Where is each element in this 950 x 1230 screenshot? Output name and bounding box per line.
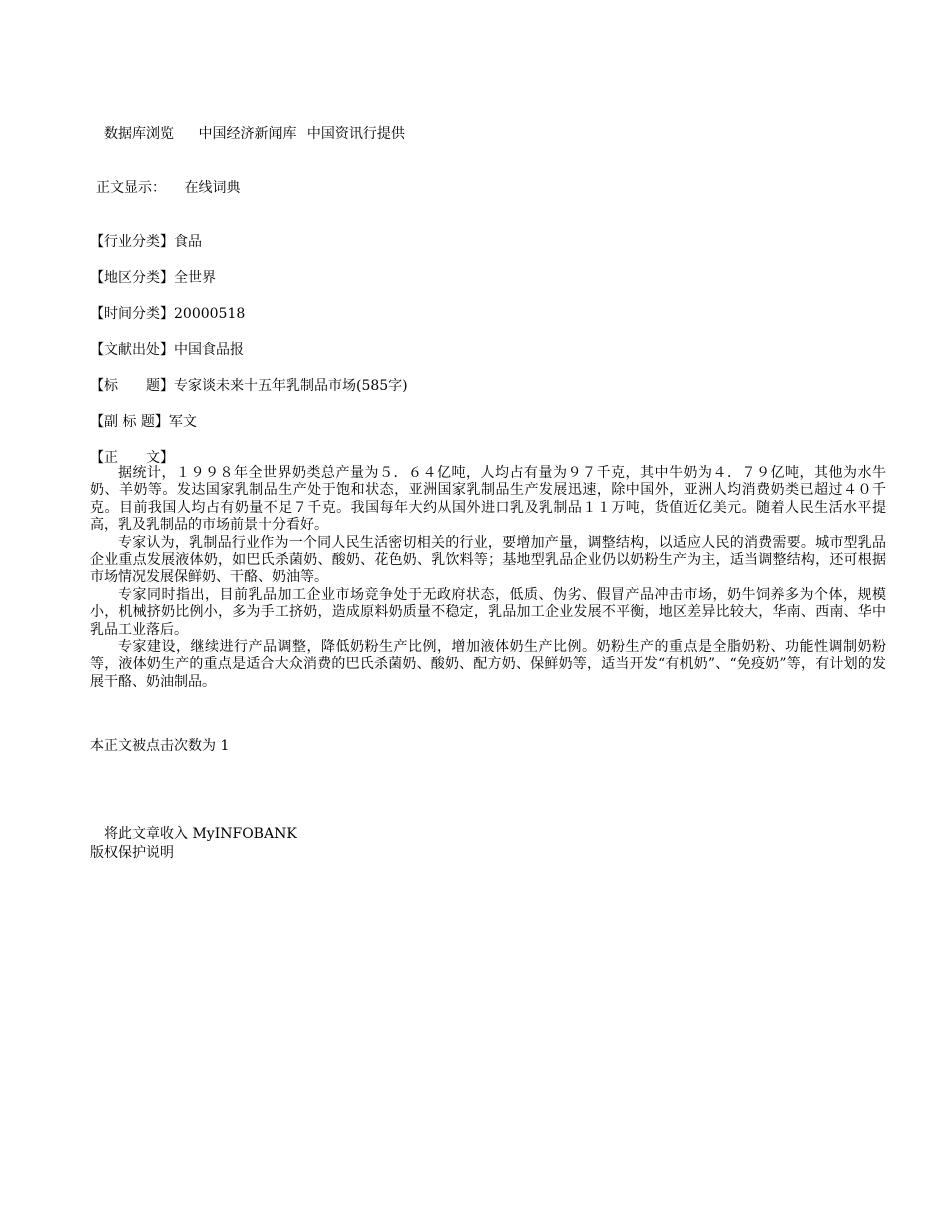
industry-label: 【行业分类】 [90,234,174,250]
industry-value: 食品 [174,234,202,250]
online-dictionary-link[interactable]: 在线词典 [184,180,241,196]
title-field [90,378,408,395]
subtitle-label: 【副 标 题】 [90,414,169,430]
source-label: 【文献出处】 [90,342,174,358]
subtitle-field [90,414,197,431]
source-value: 中国食品报 [174,342,244,358]
body-paragraph: 专家认为，乳制品行业作为一个同人民生活密切相关的行业，要增加产量，调整结构，以适应人民的消费需要。城市型乳品企业重点发展液体奶，如巴氏杀菌奶、酸奶、花色奶、乳饮料等；基地型乳品企业仍以奶粉生产为主，适当调整结构，还可根据市场情况发展保鲜奶、干酪、奶油等。 [90,534,886,586]
body-paragraph: 专家建设，继续进行产品调整，降低奶粉生产比例，增加液体奶生产比例。奶粉生产的重点是全脂奶粉、功能性调制奶粉等，液体奶生产的重点是适合大众消费的巴氏杀菌奶、酸奶、配方奶、保鲜奶等，适当开发“有机奶”、“免疫奶”等，有计划的发展干酪、奶油制品。 [90,639,886,690]
industry-field [90,234,202,251]
top-nav [104,126,425,143]
article-body [90,465,886,691]
hit-count: 本正文被点击次数为 1 [90,738,230,754]
title-label: 【标 题】 [90,378,174,394]
database-browse-link[interactable]: 数据库浏览 [104,126,174,142]
region-field [90,270,216,287]
source-field [90,342,244,359]
provider-text: 中国资讯行提供 [306,126,405,142]
copyright-notice-link[interactable]: 版权保护说明 [90,845,174,861]
body-label: 【正 文】 [90,450,174,466]
region-label: 【地区分类】 [90,270,174,286]
body-paragraph: 据统计，１９９８年全世界奶类总产量为５．６４亿吨，人均占有量为９７千克，其中牛奶为４．７９亿吨，其他为水牛奶、羊奶等。发达国家乳制品生产处于饱和状态，亚洲国家乳制品生产发展迅速，除中国外，亚洲人均消费奶类已超过４０千克。目前我国人均占有奶量不足７千克。我国每年大约从国外进口乳及乳制品１１万吨，货值近亿美元。随着人民生活水平提高，乳及乳制品的市场前景十分看好。 [90,465,886,534]
add-to-myinfobank-link[interactable]: 将此文章收入 MyINFOBANK [104,826,297,842]
display-label: 正文显示： [96,180,166,196]
article-title: 专家谈未来十五年乳制品市场(585字) [174,378,408,394]
database-name-link[interactable]: 中国经济新闻库 [198,126,297,142]
time-field [90,306,245,323]
display-bar [96,180,240,197]
region-value: 全世界 [174,270,216,286]
time-value: 20000518 [174,306,246,322]
body-paragraph: 专家同时指出，目前乳品加工企业市场竞争处于无政府状态，低质、伪劣、假冒产品冲击市场，奶牛饲养多为个体，规模小，机械挤奶比例小，多为手工挤奶，造成原料奶质量不稳定，乳品加工企业发展不平衡，地区差异比较大，华南、西南、华中乳品工业落后。 [90,586,886,638]
time-label: 【时间分类】 [90,306,174,322]
article-subtitle: 军文 [168,414,197,430]
